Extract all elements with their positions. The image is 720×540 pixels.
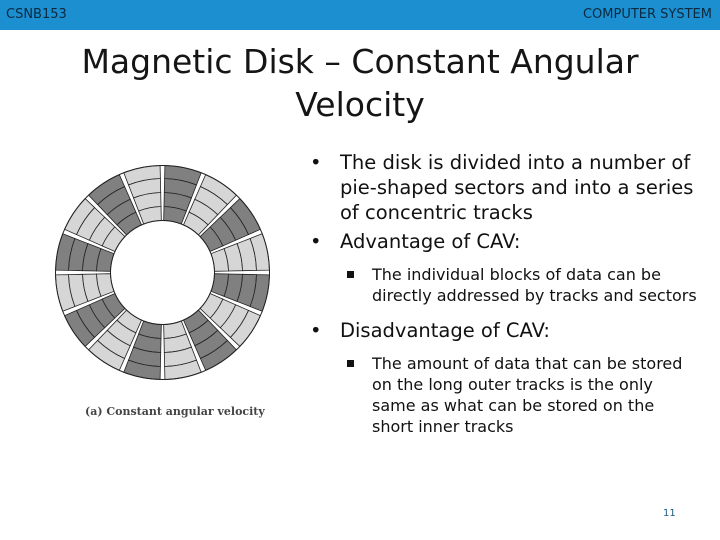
sub-bullet-text: The individual blocks of data can be directly addressed by tracks and sectors [372, 265, 697, 305]
course-code: CSNB153 [6, 7, 67, 22]
bullet-text: The disk is divided into a number of pie-shaped sectors and into a series of concentric tracks [340, 151, 694, 224]
bullet-dot: • [310, 230, 322, 253]
square-bullet-icon [347, 271, 354, 278]
slide-title-line-2: Velocity [295, 85, 425, 124]
slide-title [60, 40, 660, 126]
bullet-disadvantage [310, 318, 700, 343]
page-number: 11 [663, 508, 676, 519]
disk-edge-ring [111, 221, 215, 325]
bullet-text: Advantage of CAV: [340, 230, 521, 253]
header-bar [0, 0, 720, 30]
course-title: COMPUTER SYSTEM [582, 7, 712, 22]
cav-disk-figure [55, 165, 270, 380]
sub-bullet-disadvantage [310, 353, 700, 437]
bullet-disk-division [310, 150, 700, 225]
bullet-dot: • [310, 319, 322, 342]
bullet-dot: • [310, 151, 322, 174]
figure-caption: (a) Constant angular velocity [85, 405, 265, 418]
sub-bullet-advantage [310, 264, 700, 306]
square-bullet-icon [347, 360, 354, 367]
bullet-list [310, 150, 700, 449]
sub-bullet-text: The amount of data that can be stored on the long outer tracks is the only same as what can be stored on the short inner tracks [372, 354, 683, 436]
disk-edge-ring [56, 166, 270, 380]
bullet-text: Disadvantage of CAV: [340, 319, 550, 342]
slide-title-line-1: Magnetic Disk – Constant Angular [81, 42, 639, 81]
bullet-advantage [310, 229, 700, 254]
